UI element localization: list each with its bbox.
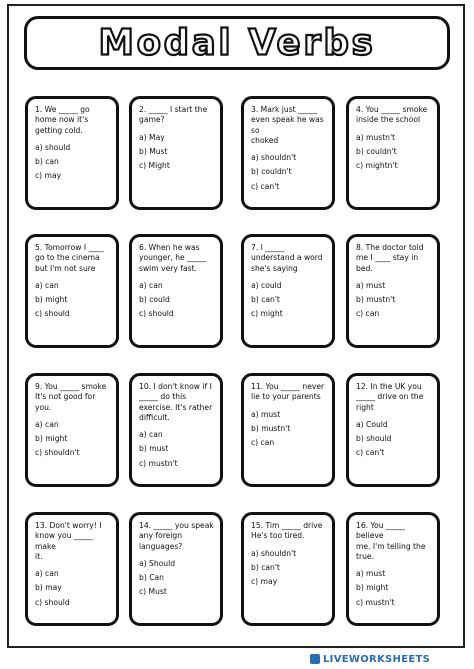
answer-option[interactable]: a) could bbox=[251, 280, 282, 290]
answer-option[interactable]: c) Must bbox=[139, 587, 167, 597]
answer-option[interactable]: a) Should bbox=[139, 558, 176, 568]
question-text: 6. When he was younger, he _____ swim very fast. bbox=[139, 243, 207, 273]
exercise-card bbox=[346, 512, 440, 626]
answer-option[interactable]: a) must bbox=[356, 569, 386, 579]
question-text: 11. You _____ never lie to your parents bbox=[251, 382, 325, 402]
answer-option[interactable]: c) shouldn't bbox=[35, 448, 80, 458]
answer-option[interactable]: b) could bbox=[139, 295, 170, 305]
page-title-graphic bbox=[27, 19, 447, 67]
exercise-card bbox=[129, 96, 223, 210]
exercise-card bbox=[129, 512, 223, 626]
exercise-card bbox=[129, 373, 223, 487]
answer-option[interactable]: b) can bbox=[35, 157, 59, 167]
exercise-card bbox=[25, 373, 119, 487]
answer-option[interactable]: b) should bbox=[356, 434, 392, 444]
exercise-card bbox=[241, 512, 335, 626]
answer-option[interactable]: a) mustn't bbox=[356, 132, 396, 142]
answer-option[interactable]: c) should bbox=[35, 597, 70, 607]
answer-option[interactable]: a) can bbox=[35, 569, 59, 579]
answer-option[interactable]: b) couldn't bbox=[356, 146, 397, 156]
question-text: 5. Tomorrow I ____ go to the cinema but I'm not sure bbox=[35, 243, 104, 273]
answer-option[interactable]: c) may bbox=[35, 171, 62, 181]
answer-option[interactable]: b) may bbox=[35, 583, 62, 593]
question-text: 3. Mark just _____ even speak he was so choked bbox=[251, 105, 324, 145]
exercise-card bbox=[129, 234, 223, 348]
answer-option[interactable]: b) must bbox=[139, 444, 169, 454]
exercise-card bbox=[241, 96, 335, 210]
answer-option[interactable]: c) mustn't bbox=[139, 458, 178, 468]
answer-option[interactable]: b) couldn't bbox=[251, 167, 292, 177]
exercise-card bbox=[25, 96, 119, 210]
answer-option[interactable]: b) might bbox=[35, 434, 68, 444]
exercise-card bbox=[241, 373, 335, 487]
exercise-card bbox=[346, 96, 440, 210]
answer-option[interactable]: b) might bbox=[35, 295, 68, 305]
answer-option[interactable]: a) can bbox=[139, 430, 163, 440]
answer-option[interactable]: c) can't bbox=[251, 181, 280, 191]
answer-option[interactable]: a) must bbox=[251, 409, 281, 419]
exercise-card bbox=[25, 234, 119, 348]
answer-option[interactable]: b) Must bbox=[139, 146, 168, 156]
exercise-card bbox=[346, 234, 440, 348]
answer-option[interactable]: c) mustn't bbox=[356, 597, 395, 607]
question-text: 13. Don't worry! I know you _____ make it. bbox=[35, 521, 102, 561]
answer-option[interactable]: a) should bbox=[35, 142, 71, 152]
question-text: 16. You _____ believe me. I'm telling the true. bbox=[356, 521, 426, 561]
question-text: 9. You _____ smoke It's not good for you. bbox=[35, 382, 107, 412]
answer-option[interactable]: b) Can bbox=[139, 573, 164, 583]
answer-option[interactable]: c) mightn't bbox=[356, 161, 398, 171]
answer-option[interactable]: b) might bbox=[356, 583, 389, 593]
exercise-card bbox=[346, 373, 440, 487]
question-text: 14. _____ you speak any foreign languages? bbox=[139, 521, 214, 551]
answer-option[interactable]: c) can bbox=[251, 438, 275, 448]
question-text: 10. I don't know if I _____ do this exercise. It's rather difficult. bbox=[139, 382, 213, 422]
question-text: 7. I _____ understand a word she's saying bbox=[251, 243, 323, 273]
answer-option[interactable]: a) can bbox=[35, 280, 59, 290]
question-text: 4. You _____ smoke inside the school bbox=[356, 105, 428, 125]
answer-option[interactable]: a) must bbox=[356, 280, 386, 290]
title-banner bbox=[24, 16, 450, 70]
footer-brand bbox=[310, 652, 470, 666]
question-text: 12. In the UK you _____ drive on the right bbox=[356, 382, 424, 412]
answer-option[interactable]: c) can't bbox=[356, 448, 385, 458]
exercise-card bbox=[25, 512, 119, 626]
answer-option[interactable]: c) might bbox=[251, 309, 283, 319]
answer-option[interactable]: a) May bbox=[139, 132, 165, 142]
answer-option[interactable]: c) Might bbox=[139, 161, 170, 171]
answer-option[interactable]: b) can't bbox=[251, 295, 280, 305]
answer-option[interactable]: a) can bbox=[139, 280, 163, 290]
answer-option[interactable]: a) shouldn't bbox=[251, 153, 297, 163]
question-text: 1. We _____ go home now it's getting cold. bbox=[35, 105, 90, 135]
brand-name: LIVEWORKSHEETS bbox=[323, 653, 431, 665]
answer-option[interactable]: c) should bbox=[35, 309, 70, 319]
answer-option[interactable]: c) should bbox=[139, 309, 174, 319]
exercise-card bbox=[241, 234, 335, 348]
answer-option[interactable]: c) can bbox=[356, 309, 380, 319]
answer-option[interactable]: a) can bbox=[35, 419, 59, 429]
question-text: 15. Tim _____ drive He's too tired. bbox=[251, 521, 323, 541]
page-title: Modal Verbs bbox=[98, 22, 376, 64]
answer-option[interactable]: b) mustn't bbox=[251, 423, 291, 433]
question-text: 8. The doctor told me I ____ stay in bed. bbox=[356, 243, 424, 273]
answer-option[interactable]: a) Could bbox=[356, 419, 388, 429]
liveworksheets-logo-icon bbox=[310, 654, 320, 664]
answer-option[interactable]: b) can't bbox=[251, 562, 280, 572]
answer-option[interactable]: b) mustn't bbox=[356, 295, 396, 305]
question-text: 2. _____ I start the game? bbox=[139, 105, 208, 125]
answer-option[interactable]: c) may bbox=[251, 577, 278, 587]
answer-option[interactable]: a) shouldn't bbox=[251, 548, 297, 558]
